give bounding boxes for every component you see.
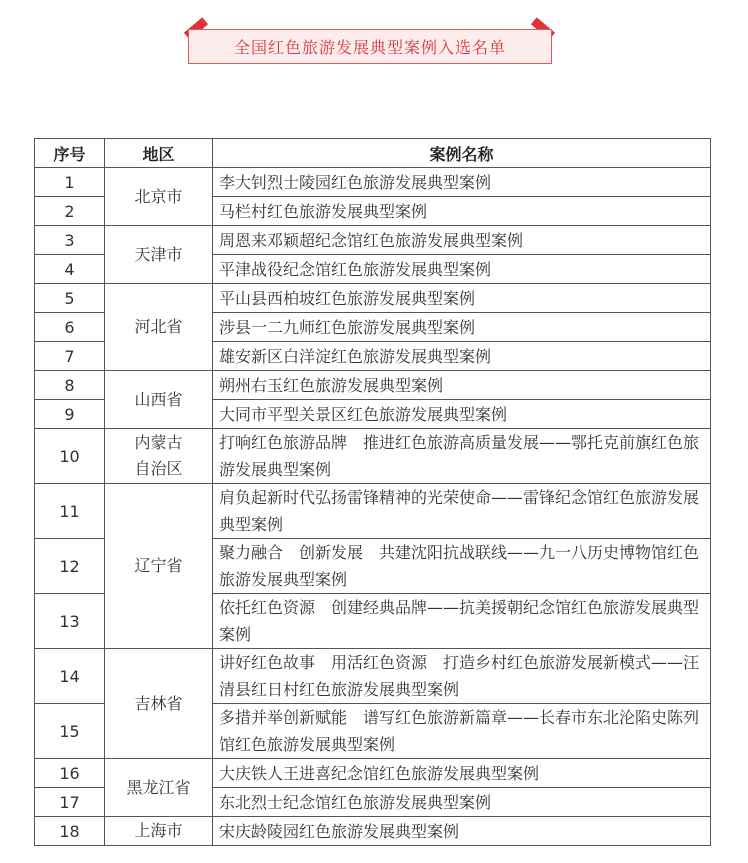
region-cell: 天津市 <box>105 226 213 284</box>
case-name: 多措并举创新赋能 谱写红色旅游新篇章——长春市东北沦陷史陈列馆红色旅游发展典型案例 <box>213 704 711 759</box>
region-cell: 黑龙江省 <box>105 759 213 817</box>
row-number: 8 <box>35 371 105 400</box>
case-name: 涉县一二九师红色旅游发展典型案例 <box>213 313 711 342</box>
row-number: 14 <box>35 649 105 704</box>
row-number: 9 <box>35 400 105 429</box>
case-name: 李大钊烈士陵园红色旅游发展典型案例 <box>213 168 711 197</box>
table-row <box>35 284 711 313</box>
table-header-row <box>35 139 711 168</box>
row-number: 11 <box>35 484 105 539</box>
table-row <box>35 371 711 400</box>
row-number: 4 <box>35 255 105 284</box>
row-number: 15 <box>35 704 105 759</box>
case-name: 肩负起新时代弘扬雷锋精神的光荣使命——雷锋纪念馆红色旅游发展典型案例 <box>213 484 711 539</box>
cases-table <box>34 138 711 846</box>
case-name: 朔州右玉红色旅游发展典型案例 <box>213 371 711 400</box>
table-row <box>35 429 711 484</box>
case-name: 周恩来邓颖超纪念馆红色旅游发展典型案例 <box>213 226 711 255</box>
table-row <box>35 817 711 846</box>
page-title: 全国红色旅游发展典型案例入选名单 <box>233 38 506 57</box>
header-number: 序号 <box>35 139 105 168</box>
region-cell: 内蒙古 自治区 <box>105 429 213 484</box>
table-row <box>35 168 711 197</box>
region-cell: 北京市 <box>105 168 213 226</box>
case-name: 马栏村红色旅游发展典型案例 <box>213 197 711 226</box>
case-name: 宋庆龄陵园红色旅游发展典型案例 <box>213 817 711 846</box>
case-name: 东北烈士纪念馆红色旅游发展典型案例 <box>213 788 711 817</box>
row-number: 12 <box>35 539 105 594</box>
row-number: 3 <box>35 226 105 255</box>
case-name: 雄安新区白洋淀红色旅游发展典型案例 <box>213 342 711 371</box>
region-cell: 辽宁省 <box>105 484 213 649</box>
row-number: 1 <box>35 168 105 197</box>
header-case-name: 案例名称 <box>213 139 711 168</box>
table-row <box>35 226 711 255</box>
case-name: 依托红色资源 创建经典品牌——抗美援朝纪念馆红色旅游发展典型案例 <box>213 594 711 649</box>
row-number: 17 <box>35 788 105 817</box>
region-cell: 吉林省 <box>105 649 213 759</box>
row-number: 18 <box>35 817 105 846</box>
case-name: 大庆铁人王进喜纪念馆红色旅游发展典型案例 <box>213 759 711 788</box>
row-number: 2 <box>35 197 105 226</box>
case-name: 聚力融合 创新发展 共建沈阳抗战联线——九一八历史博物馆红色旅游发展典型案例 <box>213 539 711 594</box>
row-number: 16 <box>35 759 105 788</box>
region-cell: 山西省 <box>105 371 213 429</box>
title-banner <box>188 29 552 64</box>
case-name: 讲好红色故事 用活红色资源 打造乡村红色旅游发展新模式——汪清县红日村红色旅游发展典型案例 <box>213 649 711 704</box>
region-cell: 河北省 <box>105 284 213 371</box>
region-cell: 上海市 <box>105 817 213 846</box>
header-region: 地区 <box>105 139 213 168</box>
row-number: 13 <box>35 594 105 649</box>
row-number: 6 <box>35 313 105 342</box>
case-name: 大同市平型关景区红色旅游发展典型案例 <box>213 400 711 429</box>
table-row <box>35 649 711 704</box>
row-number: 10 <box>35 429 105 484</box>
case-name: 打响红色旅游品牌 推进红色旅游高质量发展——鄂托克前旗红色旅游发展典型案例 <box>213 429 711 484</box>
row-number: 7 <box>35 342 105 371</box>
case-name: 平山县西柏坡红色旅游发展典型案例 <box>213 284 711 313</box>
case-name: 平津战役纪念馆红色旅游发展典型案例 <box>213 255 711 284</box>
table-row <box>35 484 711 539</box>
row-number: 5 <box>35 284 105 313</box>
table-row <box>35 759 711 788</box>
